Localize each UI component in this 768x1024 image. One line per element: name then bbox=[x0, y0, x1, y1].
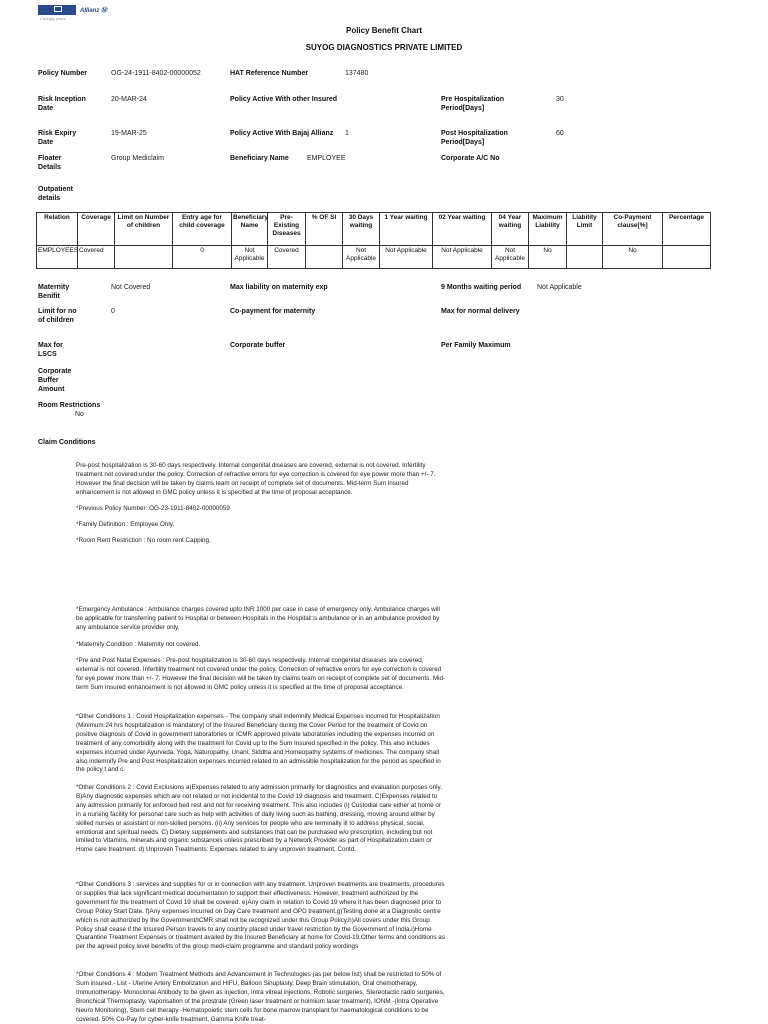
column-header: Co-Payment clause[%] bbox=[603, 213, 663, 246]
column-header: Beneficiary Name bbox=[232, 213, 268, 246]
claim-conditions-label: Claim Conditions bbox=[38, 439, 96, 446]
floater-details-label: Floater Details bbox=[38, 155, 62, 171]
active-bajaj-label: Policy Active With Bajaj Allianz bbox=[230, 130, 334, 137]
corporate-ac-label: Corporate A/C No bbox=[441, 155, 500, 162]
active-other-insured-label: Policy Active With other Insured bbox=[230, 96, 338, 103]
table-cell bbox=[306, 246, 343, 269]
table-row bbox=[37, 246, 711, 269]
column-header: 02 Year waiting bbox=[433, 213, 492, 246]
table-cell: Not Applicable bbox=[343, 246, 380, 269]
emergency-ambulance-condition: *Emergency Ambulance : Ambulance charges covered upto INR 1000 per case in case of emergency only. Ambulance charges will be applicable for transferring patient to Hospital or between Hospitals in the Hospital□s ambulance or in an ambulance provided by any ambulance service provider only. bbox=[76, 606, 440, 631]
column-header: Liability Limit bbox=[567, 213, 603, 246]
table-cell: Not Applicable bbox=[380, 246, 433, 269]
limit-children-label: Limit for no of children bbox=[38, 308, 77, 324]
post-hospitalization-value: 60 bbox=[556, 130, 564, 137]
table-cell: 0 bbox=[173, 246, 232, 269]
outpatient-details-label: Outpatient details bbox=[38, 186, 73, 202]
pre-hospitalization-label: Pre Hospitalization Period[Days] bbox=[441, 96, 505, 112]
other-conditions-1: *Other Conditions 1 : Covid Hospitalization expenses - The company shall indemnify Medical Expenses incurred for Hospitalization (Minimum 24 hrs hospitalization is mandatory) of the Insured Beneficiary during the Cover Period for the treatment of Covid on positive diagnosis of Covid in government laboratories or ICMR approved private laboratories including the expenses incurred on treatment of any comorbidity along with the treatment for Covid up to the Sum Insured specified in the policy. This also includes expenses incurred under Ayurveda, Yoga, Naturopathy, Unani, Siddha and Homeopathy systems of medicines. The company shall also indemnify Pre and Post Hospitalization expenses incurred related to an admissible hospitalization for the period as specified in the policy t and c. bbox=[76, 713, 441, 774]
beneficiary-name-value: EMPLOYEE bbox=[307, 155, 346, 162]
corporate-buffer-label: Corporate buffer bbox=[230, 342, 286, 349]
column-header: Pre-Existing Diseases bbox=[268, 213, 306, 246]
room-restrictions-label: Room Restrictions bbox=[38, 402, 101, 409]
logo-mark bbox=[38, 5, 76, 15]
column-header: Percentage bbox=[663, 213, 711, 246]
hat-reference-value: 137480 bbox=[345, 70, 369, 77]
other-conditions-2: *Other Conditions 2 : Covid Exclusions a)Expenses related to any admission primarily for diagnostics and evaluation purposes only. B)Any diagnostic expenses which are not related or not incidental to the Covid 19 diagnosis and treatment. C)Expenses related to any admission primarily for enforced bed rest and not for receiving treatment. This also includes (i) Custodial care either at home or in a nursing facility for personal care such as help with activities of daily living such as bathing, dressing, moving around either by skilled nurses or assistant or non-skilled persons. (ii) Any services for people who are terminally ill to address physical, social, emotional and spiritual needs. C) Dietary supplements and substances that can be purchased w/o prescription, including but not limited to Vitamins, minerals and organic substances unless prescribed by a Network Provider as part of Hospitalization claim or Home care treatment. d) Unproven Treatments: Expenses related to any unproven treatment, Contd. bbox=[76, 784, 442, 854]
beneficiary-name-label: Beneficiary Name bbox=[230, 155, 289, 162]
risk-inception-label: Risk Inception Date bbox=[38, 96, 86, 112]
column-header: Relation bbox=[37, 213, 78, 246]
active-bajaj-value: 1 bbox=[345, 130, 349, 137]
risk-expiry-label: Risk Expiry Date bbox=[38, 130, 77, 146]
maternity-benefit-value: Not Covered bbox=[111, 284, 151, 291]
max-lscs-label: Max for LSCS bbox=[38, 342, 63, 358]
column-header: Limit on Number of children bbox=[115, 213, 173, 246]
column-header: 04 Year waiting bbox=[492, 213, 529, 246]
table-cell: Not Applicable bbox=[433, 246, 492, 269]
risk-expiry-value: 19-MAR-25 bbox=[111, 130, 147, 137]
table-cell: No bbox=[529, 246, 567, 269]
table-cell: Not Applicable bbox=[232, 246, 268, 269]
max-liability-maternity-label: Max liability on maternity exp bbox=[230, 284, 328, 291]
per-family-maximum-label: Per Family Maximum bbox=[441, 342, 511, 349]
pre-hospitalization-value: 30 bbox=[556, 96, 564, 103]
family-definition: *Family Definition : Employee Only. bbox=[76, 521, 175, 528]
column-header: 30 Days waiting bbox=[343, 213, 380, 246]
logo-tagline: Caringly yours bbox=[40, 16, 66, 21]
hat-reference-label: HAT Reference Number bbox=[230, 70, 309, 77]
maternity-condition: *Maternity Condition : Maternity not covered. bbox=[76, 641, 201, 648]
corporate-buffer-amount-label: Corporate Buffer Amount bbox=[38, 368, 72, 393]
company-name: SUYOG DIAGNOSTICS PRIVATE LIMITED bbox=[305, 43, 463, 52]
claim-paragraph: Pre-post hospitalization is 30-60 days respectively. Internal congenital diseases are covered, external is not covered. Infertility treatment not covered under the policy. Correction of refractive errors for eye correction is covered for eye power more than +/- 7. However the final decision will be taken by claims team on receipt of complete set of documents. Mid-term Sum insured enhancement is not allowed in GMC policy unless it is specified at the time of proposal acceptance. bbox=[76, 462, 436, 496]
column-header: Maximum Liability bbox=[529, 213, 567, 246]
table-cell: Covered bbox=[268, 246, 306, 269]
nine-months-waiting-value: Not Applicable bbox=[537, 284, 582, 291]
column-header: Entry age for child coverage bbox=[173, 213, 232, 246]
table-cell: No bbox=[603, 246, 663, 269]
room-restrictions-value: No bbox=[75, 411, 84, 418]
maternity-benefit-label: Maternity Benifit bbox=[38, 284, 70, 300]
risk-inception-value: 20-MAR-24 bbox=[111, 96, 147, 103]
pre-post-natal-condition: *Pre and Post Natal Expenses : Pre-post hospitalization is 30-60 days respectively. Internal congenital diseases are covered, external is not covered. Infertility treatment not covered under the policy. Correction of refractive errors for eye correction is covered for eye power more than +/- 7. However the final decision will be taken by claims team on receipt of complete set of documents. Mid-term Sum insured enhancement is not allowed in GMC policy unless it is specified at the time of proposal acceptance. bbox=[76, 657, 446, 691]
post-hospitalization-label: Post Hospitalization Period[Days] bbox=[441, 130, 508, 146]
column-header: Coverage bbox=[78, 213, 115, 246]
other-conditions-4: *Other Conditions 4 : Modern Treatment Methods and Advancement in Technologies (as per below list) shall be restricted to 50% of Sum insured.- List - Uterine Artery Embolization and HIFU, Balloon Sinuplasty, Deep Brain stimulation, Oral chemotherapy, Immunotherapy- Monoclonal Antibody to be given as injection, Intra vitreal injections, Robotic surgeries, Stereotactic radio surgeries, Bronchical Thermoplasty, Vaporisation of the prostrate (Green laser treatment or holmium laser treatment), IONM -(Intra Operative Neuro Monitoring), Stem cell therapy -Hematopoietic stem cells for bone marrow transplant for haematological conditions to be covered. 50% Co-Pay for cyber-knife treatment, Gamma Knife treat- bbox=[76, 971, 445, 1023]
allianz-logo bbox=[38, 5, 108, 19]
table-cell: Not Applicable bbox=[492, 246, 529, 269]
policy-number-value: OG-24-1911-8402-00000052 bbox=[111, 70, 201, 77]
table-cell bbox=[663, 246, 711, 269]
table-cell bbox=[115, 246, 173, 269]
table-cell bbox=[567, 246, 603, 269]
table-header-row bbox=[37, 213, 711, 246]
previous-policy-number: *Previous Policy Number: OG-23-1911-8402-00000059 bbox=[76, 505, 230, 512]
room-rent-restriction: *Room Rent Restriction : No room rent Capping. bbox=[76, 537, 211, 544]
nine-months-waiting-label: 9 Months waiting period bbox=[441, 284, 522, 291]
benefit-table bbox=[36, 212, 711, 269]
copay-maternity-label: Co-payment for maternity bbox=[230, 308, 316, 315]
policy-number-label: Policy Number bbox=[38, 70, 88, 77]
floater-details-value: Group Mediclaim bbox=[111, 155, 164, 162]
page-title: Policy Benefit Chart bbox=[345, 26, 422, 35]
table-cell: EMPLOYEES bbox=[37, 246, 78, 269]
other-conditions-3: *Other Conditions 3 : services and supplies for or in connection with any treatment. Unproven treatments are treatments, procedures or supplies that lack significant medical documentation to support their effectiveness. However, treatment authorized by the government for the treatment of Covid 19 shall be covered. e)Any claim in relation to Covid 19 where it has been diagnosed prior to Group Policy Start Date. f)Any expenses incurred on Day Care treatment and OPD treatment.g)Testing done at a Diagnostic centre which is not authorized by the Government/ICMR shall not be recognized under this Group Policy.h)All covers under this Group Policy shall cease if the Insured Person travels to any country placed under travel restriction by the Government of India.i)Home Quarantine Treatment Expenses or treatment availed by the Insured Beneficiary at home for Covid-19.Other terms and conditions as per the agreed policy level benefits of the group medi-claim programme and standard policy wordings bbox=[76, 881, 445, 951]
column-header: % OF SI bbox=[306, 213, 343, 246]
column-header: 1 Year waiting bbox=[380, 213, 433, 246]
table-cell: Covered bbox=[78, 246, 115, 269]
logo-word: Allianz Ⓜ bbox=[80, 8, 108, 14]
limit-children-value: 0 bbox=[111, 308, 115, 315]
max-normal-delivery-label: Max for normal delivery bbox=[441, 308, 520, 315]
